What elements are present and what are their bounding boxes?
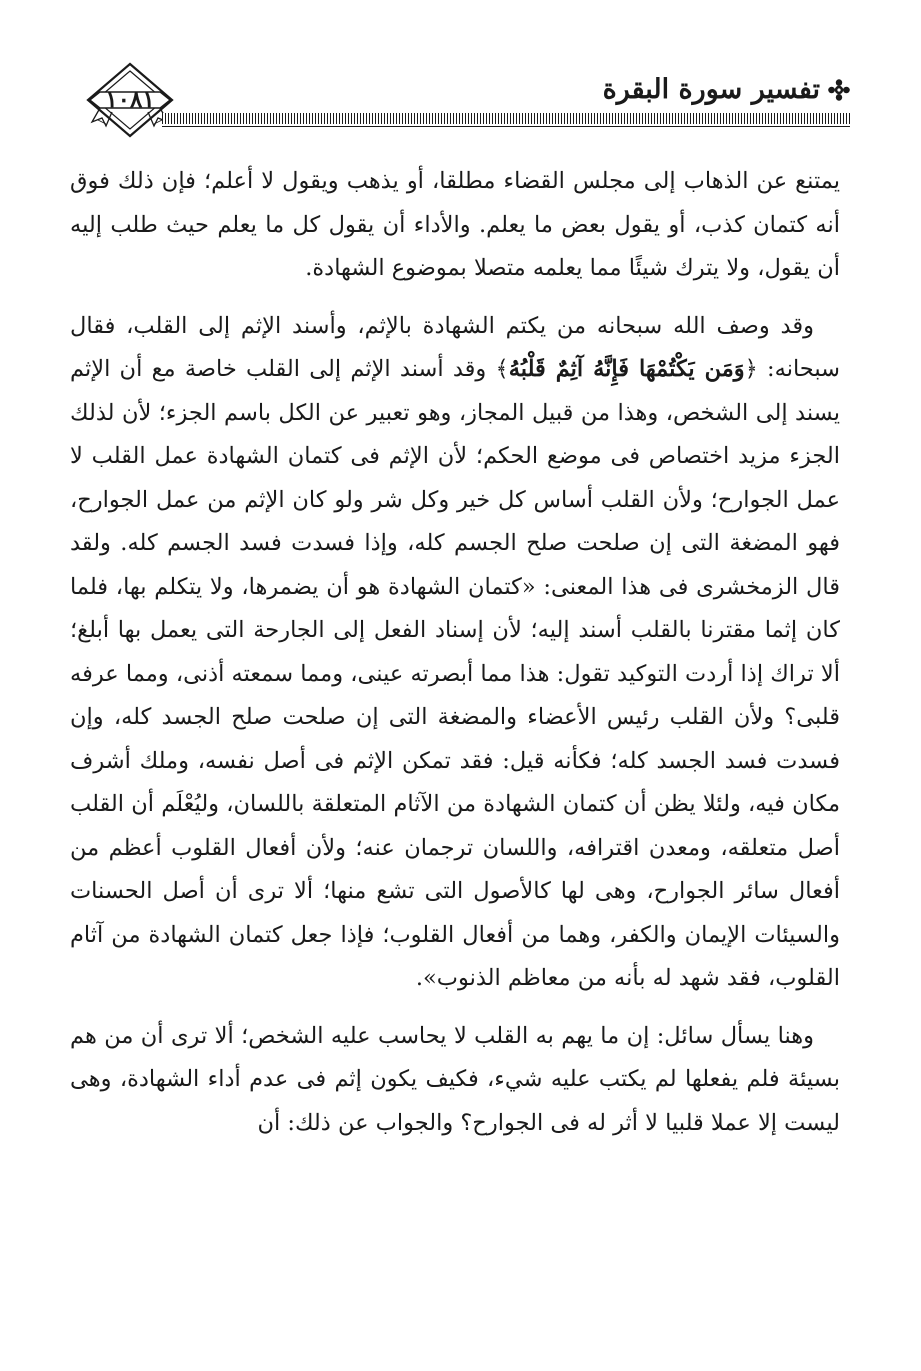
paragraph-2-intro: وقد وصف الله سبحانه من يكتم الشهادة بالإثم، وأسند الإثم إلى القلب، فقال سبحانه: bbox=[70, 312, 840, 382]
body-text bbox=[70, 160, 840, 1159]
page-title: تفسير سورة البقرة bbox=[602, 74, 820, 105]
page-number-frame bbox=[86, 62, 174, 138]
page-header bbox=[80, 62, 850, 140]
quran-verse: وَمَن يَكْتُمْهَا فَإِنَّهُ آثِمٌ قَلْبُهُ bbox=[508, 356, 745, 382]
header-title-group bbox=[603, 74, 850, 105]
paragraph-2 bbox=[70, 305, 840, 1001]
quran-close-bracket: ﴾ bbox=[495, 356, 509, 382]
quran-open-bracket: ﴿ bbox=[744, 356, 758, 382]
header-rule bbox=[162, 113, 850, 124]
page-number: ١٠٨١ bbox=[105, 86, 155, 113]
flower-ornament-icon bbox=[828, 79, 850, 101]
paragraph-3: وهنا يسأل سائل: إن ما يهم به القلب لا يحاسب عليه الشخص؛ ألا ترى أن من هم بسيئة فلم يفعلها لم يكتب عليه شيء، فكيف يكون إثم فى عدم أداء الشهادة، وهى ليست إلا عملا قلبيا لا أثر له فى الجوارح؟ والجواب عن ذلك: أن bbox=[70, 1022, 840, 1136]
paragraph-1: يمتنع عن الذهاب إلى مجلس القضاء مطلقا، أو يذهب ويقول لا أعلم؛ فإن ذلك فوق أنه كتمان كذب، أو يقول بعض ما يعلم. والأداء أن يقول كل ما يعلم حيث طلب إليه أن يقول، ولا يترك شيئًا مما يعلمه متصلا بموضوع الشهادة. bbox=[70, 168, 840, 281]
paragraph-2-body: وقد أسند الإثم إلى القلب خاصة مع أن الإثم يسند إلى الشخص، وهذا من قبيل المجاز، وهو تعبير عن الكل باسم الجزء؛ لأن لذلك الجزء مزيد اختصاص فى موضع الحكم؛ لأن الإثم فى كتمان الشهادة عمل القلب لا عمل الجوارح؛ ولأن القلب أساس كل خير وكل شر ولو كان الإثم من عمل الجوارح، فهو المضغة التى إن صلحت صلح الجسم كله، وإذا فسدت فسد الجسم كله. ولقد قال الزمخشرى فى هذا المعنى: «كتمان الشهادة هو أن يضمرها، ولا يتكلم بها، فلما كان إثما مقترنا بالقلب أسند إليه؛ لأن إسناد الفعل إلى الجارحة التى يعمل بها أبلغ؛ ألا تراك إذا أردت التوكيد تقول: هذا مما أبصرته عينى، ومما سمعته أذنى، ومما عرفه قلبى؟ ولأن القلب رئيس الأعضاء والمضغة التى إن صلحت صلح الجسد كله، وإن فسدت فسد الجسد كله؛ فكأنه قيل: فقد تمكن الإثم فى أصل نفسه، وملك أشرف مكان فيه، ولئلا يظن أن كتمان الشهادة من الآثام المتعلقة باللسان، وليُعْلَم أن القلب أصل متعلقه، ومعدن اقترافه، واللسان ترجمان عنه؛ ولأن أفعال القلوب أعظم من أفعال سائر الجوارح، وهى لها كالأصول التى تشع منها؛ ألا ترى أن أصل الحسنات والسيئات الإيمان والكفر، وهما من أفعال القلوب؛ فإذا جعل كتمان الشهادة من آثام القلوب، فقد شهد له بأنه من معاظم الذنوب». bbox=[70, 356, 840, 991]
